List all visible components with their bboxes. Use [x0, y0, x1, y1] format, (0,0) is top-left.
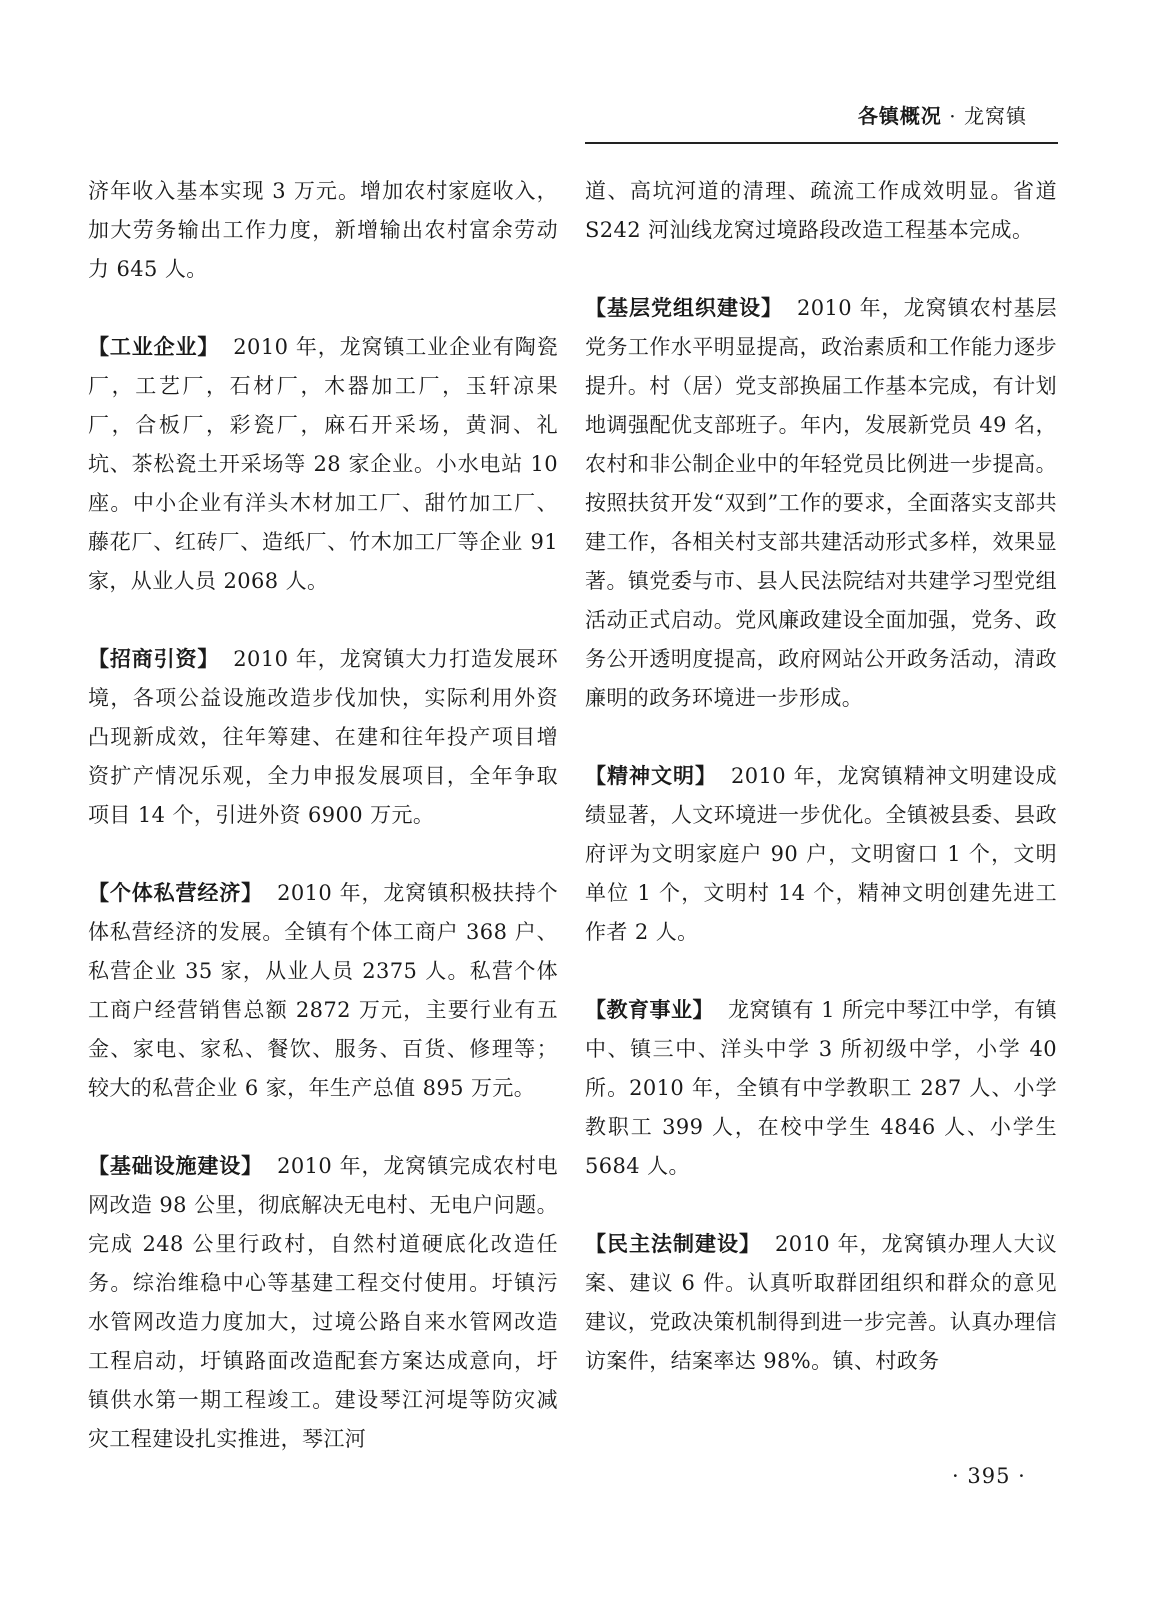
header-section: 各镇概况: [857, 104, 942, 128]
section-body: 2010 年，龙窝镇农村基层党务工作水平明显提高，政治素质和工作能力逐步提升。村（居）党支部换届工作基本完成，有计划地调强配优支部班子。年内，发展新党员 49 名，农村和非公制企业中的年轻党员比例进一步提高。按照扶贫开发“双到”工作的要求，全面落实支部共建工作，各相关村支部共建活动形式多样，效果显著。镇党委与市、县人民法院结对共建学习型党组活动正式启动。党风廉政建设全面加强，党务、政务公开透明度提高，政府网站公开政务活动，清政廉明的政务环境进一步形成。: [585, 296, 1057, 710]
left-column: [88, 172, 558, 1498]
section-party-building: [585, 289, 1057, 718]
section-body: 2010 年，龙窝镇工业企业有陶瓷厂，工艺厂，石材厂，木器加工厂，玉轩凉果厂，合板厂，彩瓷厂，麻石开采场，黄洞、礼坑、茶松瓷土开采场等 28 家企业。小水电站 10 座。中小企业有洋头木材加工厂、甜竹加工厂、藤花厂、红砖厂、造纸厂、竹木加工厂等企业 91 家，从业人员 2068 人。: [88, 335, 558, 593]
section-body: 2010 年，龙窝镇积极扶持个体私营经济的发展。全镇有个体工商户 368 户、私营企业 35 家，从业人员 2375 人。私营个体工商户经营销售总额 2872 万元，主要行业有五金、家电、家私、餐饮、服务、百货、修理等；较大的私营企业 6 家，年生产总值 895 万元。: [88, 881, 558, 1100]
page-number: · 395 ·: [952, 1464, 1026, 1488]
running-header: [858, 100, 1027, 129]
right-continuation: 道、高坑河道的清理、疏流工作成效明显。省道 S242 河汕线龙窝过境路段改造工程基本完成。: [585, 179, 1057, 242]
section-heading: 【民主法制建设】: [585, 1232, 761, 1256]
section-heading: 【招商引资】: [88, 647, 220, 671]
section-legal-system: [585, 1225, 1057, 1381]
section-heading: 【基层党组织建设】: [585, 296, 783, 320]
section-infrastructure: [88, 1147, 558, 1459]
section-heading: 【精神文明】: [585, 764, 717, 788]
section-private-economy: [88, 874, 558, 1108]
section-education: [585, 991, 1057, 1186]
header-separator: ·: [941, 104, 964, 128]
right-column: [585, 172, 1057, 1420]
section-body: 2010 年，龙窝镇办理人大议案、建议 6 件。认真听取群团组织和群众的意见建议，党政决策机制得到进一步完善。认真办理信访案件，结案率达 98%。镇、村政务: [585, 1232, 1057, 1373]
section-heading: 【基础设施建设】: [88, 1154, 264, 1178]
header-rule: [585, 142, 1058, 144]
section-body: 2010 年，龙窝镇大力打造发展环境，各项公益设施改造步伐加快，实际利用外资凸现新成效，往年筹建、在建和往年投产项目增资扩产情况乐观，全力申报发展项目，全年争取项目 14 个，引进外资 6900 万元。: [88, 647, 558, 827]
section-civilization: [585, 757, 1057, 952]
section-body: 龙窝镇有 1 所完中琴江中学，有镇中、镇三中、洋头中学 3 所初级中学，小学 40 所。2010 年，全镇有中学教职工 287 人、小学教职工 399 人，在校中学生 4846 人、小学生 5684 人。: [585, 998, 1057, 1178]
section-heading: 【教育事业】: [585, 998, 714, 1022]
section-heading: 【工业企业】: [88, 335, 220, 359]
section-heading: 【个体私营经济】: [88, 881, 264, 905]
section-investment: [88, 640, 558, 835]
section-body: 2010 年，龙窝镇完成农村电网改造 98 公里，彻底解决无电村、无电户问题。完成 248 公里行政村，自然村道硬底化改造任务。综治维稳中心等基建工程交付使用。圩镇污水管网改造力度加大，过境公路自来水管网改造工程启动，圩镇路面改造配套方案达成意向，圩镇供水第一期工程竣工。建设琴江河堤等防灾减灾工程建设扎实推进，琴江河: [88, 1154, 558, 1451]
section-body: 2010 年，龙窝镇精神文明建设成绩显著，人文环境进一步优化。全镇被县委、县政府评为文明家庭户 90 户，文明窗口 1 个，文明单位 1 个，文明村 14 个，精神文明创建先进工作者 2 人。: [585, 764, 1058, 944]
section-industry: [88, 328, 558, 601]
left-continuation: 济年收入基本实现 3 万元。增加农村家庭收入，加大劳务输出工作力度，新增输出农村富余劳动力 645 人。: [88, 179, 558, 281]
header-town: 龙窝镇: [964, 104, 1027, 128]
